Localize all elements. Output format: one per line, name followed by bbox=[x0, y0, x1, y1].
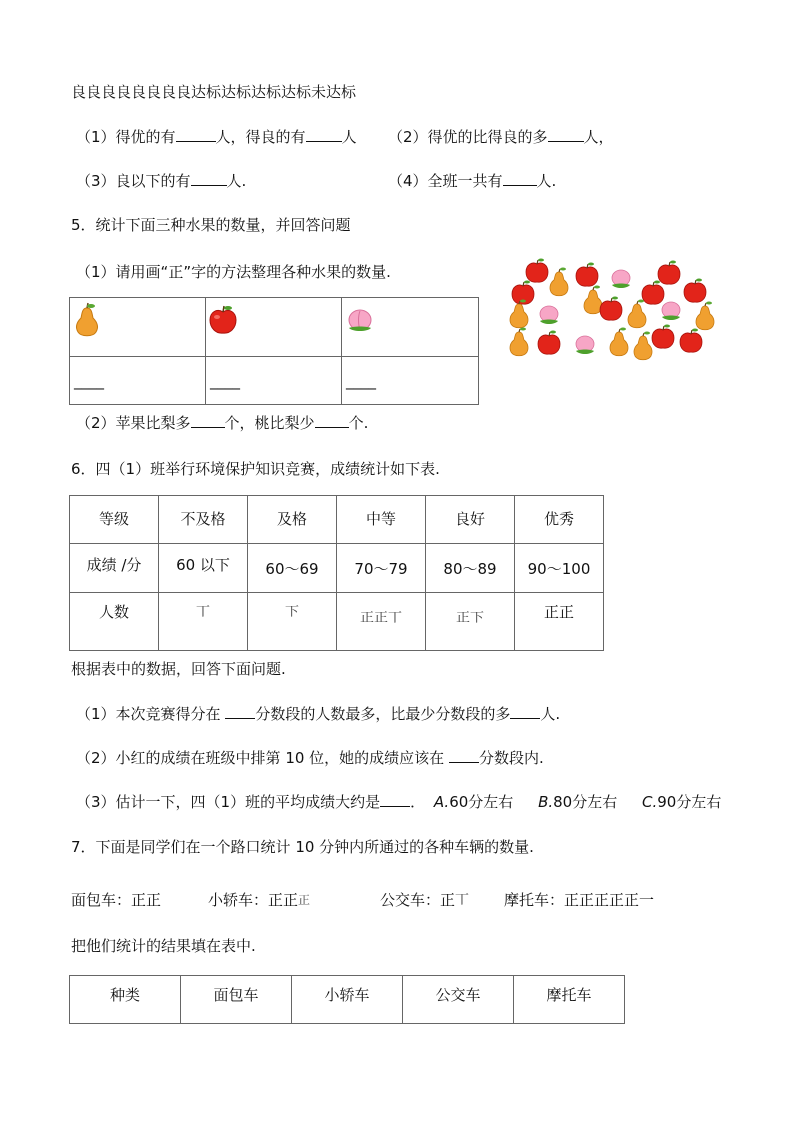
q5-sub1: （1）请用画“正”字的方法整理各种水果的数量. bbox=[76, 263, 391, 281]
q6-after: 根据表中的数据，回答下面问题. bbox=[71, 660, 286, 678]
q5-sub2-c: 个. bbox=[348, 414, 369, 432]
header-cell: 摩托车 bbox=[514, 976, 625, 1024]
answer-blank[interactable] bbox=[191, 413, 225, 428]
peach-count-cell[interactable] bbox=[342, 357, 479, 405]
answer-blank[interactable] bbox=[306, 127, 342, 142]
q7-bread: 面包车：正正 bbox=[71, 891, 162, 909]
answer-blank[interactable] bbox=[315, 413, 349, 428]
q6-title: 6．四（1）班举行环境保护知识竞赛，成绩统计如下表. bbox=[71, 460, 440, 478]
header-cell: 不及格 bbox=[159, 496, 248, 544]
prev-part-1-c: 人 bbox=[341, 128, 357, 146]
pear-count-cell[interactable] bbox=[70, 357, 206, 405]
option-b[interactable] bbox=[538, 793, 617, 811]
q7-title: 7．下面是同学们在一个路口统计 10 分钟内所通过的各种车辆的数量. bbox=[71, 838, 534, 856]
answer-blank[interactable] bbox=[225, 704, 255, 719]
q7-fill: 把他们统计的结果填在表中. bbox=[71, 937, 256, 955]
header-cell: 等级 bbox=[70, 496, 159, 544]
q5-sub2 bbox=[76, 413, 368, 433]
header-cell: 面包车 bbox=[181, 976, 292, 1024]
header-cell: 种类 bbox=[70, 976, 181, 1024]
answer-blank[interactable] bbox=[548, 127, 584, 142]
tally-mark: 正下 bbox=[456, 610, 484, 626]
header-cell: 公交车 bbox=[403, 976, 514, 1024]
q7-bus bbox=[380, 890, 469, 910]
range-cell: 70～79 bbox=[337, 544, 426, 593]
tally-mark: 下 bbox=[285, 604, 299, 620]
option-c-letter: C. bbox=[642, 793, 658, 811]
prev-part-1-a: （1）得优的有 bbox=[76, 128, 176, 146]
option-a-text: 60分左右 bbox=[449, 793, 514, 811]
range-cell: 60 以下 bbox=[159, 544, 248, 593]
fruit-cluster-image bbox=[503, 258, 723, 368]
q5-title: 5．统计下面三种水果的数量，并回答问题 bbox=[71, 216, 351, 234]
tally-mark: 正正丅 bbox=[360, 610, 402, 626]
q6-sub2-a: （2）小红的成绩在班级中排第 10 位，她的成绩应该在 bbox=[76, 749, 449, 767]
q7-bus-text: 公交车：正 bbox=[380, 891, 456, 909]
q6-sub1-b: 分数段的人数最多，比最少分数段的多 bbox=[255, 705, 511, 723]
prev-part-1 bbox=[76, 127, 357, 147]
answer-blank[interactable] bbox=[176, 127, 216, 142]
answer-blank[interactable] bbox=[380, 792, 410, 807]
prev-part-3 bbox=[76, 171, 246, 191]
apple-header-cell bbox=[206, 298, 342, 357]
option-c[interactable] bbox=[642, 793, 721, 811]
header-cell: 小轿车 bbox=[292, 976, 403, 1024]
q6-sub2 bbox=[76, 748, 544, 768]
option-c-text: 90分左右 bbox=[657, 793, 722, 811]
fruit-tally-table bbox=[69, 297, 479, 405]
option-a-letter: A. bbox=[433, 793, 450, 811]
tally-mark: 丅 bbox=[196, 604, 210, 620]
blank-line: ____ bbox=[74, 371, 104, 390]
count-row bbox=[70, 593, 604, 651]
row-label-cell: 成绩 /分 bbox=[70, 544, 159, 593]
answer-blank[interactable] bbox=[510, 704, 540, 719]
prev-part-3-b: 人. bbox=[226, 172, 247, 190]
q7-car bbox=[208, 890, 310, 910]
header-cell: 中等 bbox=[337, 496, 426, 544]
option-b-letter: B. bbox=[538, 793, 554, 811]
q7-moto: 摩托车：正正正正正一 bbox=[504, 891, 655, 909]
tally-mark: 丅 bbox=[455, 892, 470, 908]
q5-sub2-b: 个，桃比梨少 bbox=[224, 414, 315, 432]
q6-sub3-b: ． bbox=[410, 793, 426, 811]
vehicle-header-row bbox=[70, 976, 625, 1024]
q6-sub1-c: 人. bbox=[540, 705, 561, 723]
vehicle-table bbox=[69, 975, 625, 1024]
range-cell: 60～69 bbox=[248, 544, 337, 593]
prev-part-4-b: 人. bbox=[536, 172, 557, 190]
pear-icon bbox=[72, 302, 102, 338]
peach-header-cell bbox=[342, 298, 479, 357]
prev-part-3-a: （3）良以下的有 bbox=[76, 172, 191, 190]
q6-sub2-b: 分数段内. bbox=[478, 749, 544, 767]
q6-sub3 bbox=[76, 792, 721, 812]
q6-sub1-a: （1）本次竞赛得分在 bbox=[76, 705, 226, 723]
tally-cell bbox=[426, 593, 515, 651]
blank-line: ____ bbox=[210, 371, 240, 390]
apple-icon bbox=[207, 304, 239, 336]
tally-cell: 正正 bbox=[515, 593, 604, 651]
pear-header-cell bbox=[70, 298, 206, 357]
answer-blank[interactable] bbox=[449, 748, 479, 763]
answer-blank[interactable] bbox=[191, 171, 227, 186]
tally-mark: 正 bbox=[298, 893, 311, 907]
score-header-row bbox=[70, 496, 604, 544]
blank-line: ____ bbox=[346, 371, 376, 390]
header-cell: 良好 bbox=[426, 496, 515, 544]
tally-cell bbox=[248, 593, 337, 651]
q6-sub1 bbox=[76, 704, 560, 724]
tally-cell bbox=[159, 593, 248, 651]
q7-car-text: 小轿车：正正 bbox=[208, 891, 299, 909]
header-cell: 及格 bbox=[248, 496, 337, 544]
prev-part-2-a: （2）得优的比得良的多 bbox=[388, 128, 548, 146]
prev-part-2 bbox=[388, 127, 614, 147]
header-cell: 优秀 bbox=[515, 496, 604, 544]
score-range-row bbox=[70, 544, 604, 593]
q5-sub2-a: （2）苹果比梨多 bbox=[76, 414, 191, 432]
top-line: 良良良良良良良良达标达标达标达标未达标 bbox=[71, 83, 357, 101]
prev-part-2-b: 人， bbox=[583, 128, 614, 146]
option-b-text: 80分左右 bbox=[553, 793, 618, 811]
apple-count-cell[interactable] bbox=[206, 357, 342, 405]
score-table bbox=[69, 495, 604, 651]
range-cell: 80～89 bbox=[426, 544, 515, 593]
peach-icon bbox=[344, 306, 376, 336]
answer-blank[interactable] bbox=[503, 171, 537, 186]
prev-part-4-a: （4）全班一共有 bbox=[388, 172, 503, 190]
prev-part-1-b: 人，得良的有 bbox=[215, 128, 306, 146]
row-label-cell: 人数 bbox=[70, 593, 159, 651]
tally-cell bbox=[337, 593, 426, 651]
prev-part-4 bbox=[388, 171, 556, 191]
option-a[interactable] bbox=[434, 793, 513, 811]
range-cell: 90～100 bbox=[515, 544, 604, 593]
q6-sub3-a: （3）估计一下，四（1）班的平均成绩大约是 bbox=[76, 793, 381, 811]
